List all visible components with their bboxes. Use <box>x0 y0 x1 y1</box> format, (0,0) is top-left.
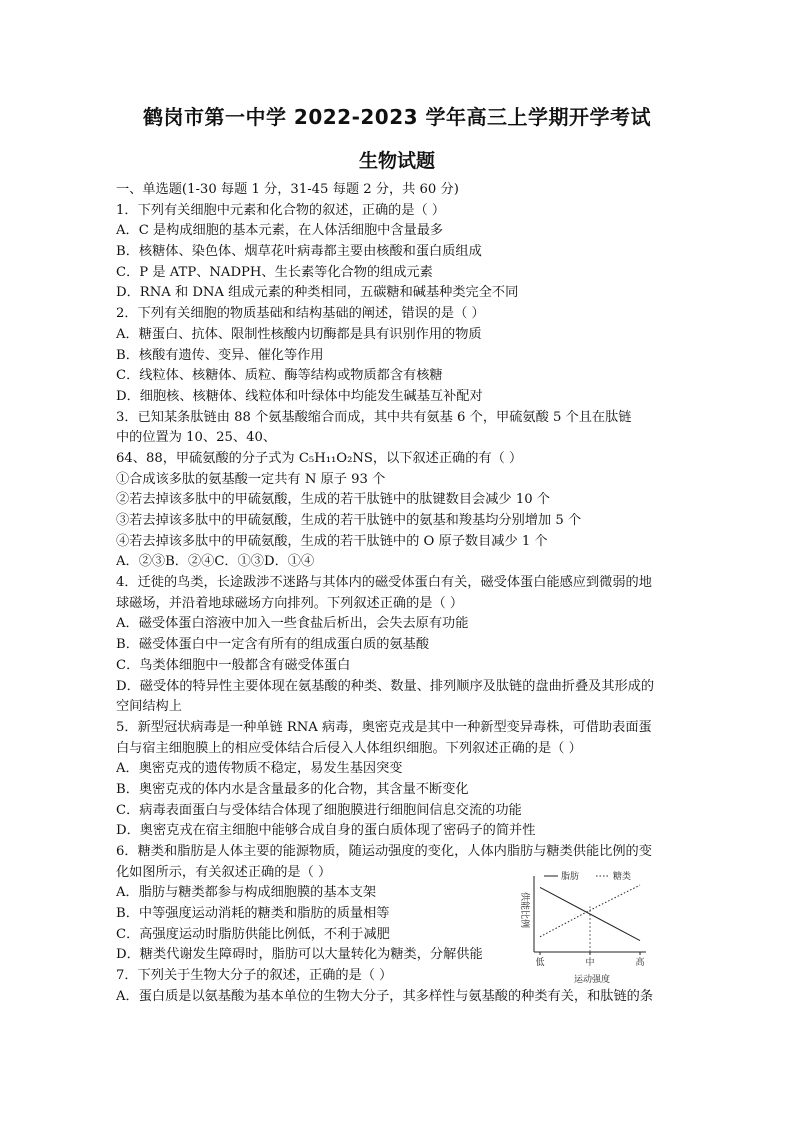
text-line: ②若去掉该多肽中的甲硫氨酸，生成的若干肽链中的肽键数目会减少 10 个 <box>116 492 550 508</box>
series-line-fat <box>540 887 640 940</box>
text-line: 球磁场，并沿着地球磁场方向排列。下列叙述正确的是（ ） <box>116 595 464 611</box>
text-line: D．奥密克戎在宿主细胞中能够合成自身的蛋白质体现了密码子的简并性 <box>116 823 536 839</box>
legend-label: 脂肪 <box>561 872 580 882</box>
text-line: 化如图所示，有关叙述正确的是（ ） <box>116 864 332 880</box>
text-line: A．②③B．②④C．①③D．①④ <box>116 554 315 570</box>
energy-ratio-chart <box>510 868 656 986</box>
text-line: B．奥密克戎的体内水是含量最多的化合物，其含量不断变化 <box>116 781 469 797</box>
exam-title: 鹤岗市第一中学 2022-2023 学年高三上学期开学考试 <box>142 105 652 129</box>
text-line: D．糖类代谢发生障碍时，脂肪可以大量转化为糖类，分解供能 <box>116 947 483 963</box>
exam-subtitle: 生物试题 <box>358 150 435 172</box>
text-line: 3．已知某条肽链由 88 个氨基酸缩合而成，其中共有氨基 6 个，甲硫氨酸 5 个且在肽链 <box>116 409 632 425</box>
text-line: 空间结构上 <box>116 699 182 715</box>
text-line: B．磁受体蛋白中一定含有所有的组成蛋白质的氨基酸 <box>116 637 430 653</box>
legend-label: 糖类 <box>613 872 632 882</box>
text-line: B．核糖体、染色体、烟草花叶病毒都主要由核酸和蛋白质组成 <box>116 244 482 260</box>
text-line: 白与宿主细胞膜上的相应受体结合后侵入人体组织细胞。下列叙述正确的是（ ） <box>116 740 582 756</box>
text-line: 1．下列有关细胞中元素和化合物的叙述，正确的是（ ） <box>116 202 446 218</box>
text-line: C．鸟类体细胞中一般都含有磁受体蛋白 <box>116 657 351 673</box>
text-line: A．脂肪与糖类都参与构成细胞膜的基本支架 <box>116 885 377 901</box>
text-line: A．糖蛋白、抗体、限制性核酸内切酶都是具有识别作用的物质 <box>116 326 482 342</box>
text-line: D．细胞核、核糖体、线粒体和叶绿体中均能发生碱基互补配对 <box>116 388 483 404</box>
text-line: B．中等强度运动消耗的糖类和脂肪的质量相等 <box>116 906 390 922</box>
text-line: A．磁受体蛋白溶液中加入一些食盐后析出，会失去原有功能 <box>116 616 469 632</box>
text-line: C．高强度运动时脂肪供能比例低，不利于减肥 <box>116 926 390 942</box>
text-line: C．P 是 ATP、NADPH、生长素等化合物的组成元素 <box>116 264 433 280</box>
text-line: ③若去掉该多肽中的甲硫氨酸，生成的若干肽链中的氨基和羧基均分别增加 5 个 <box>116 513 582 528</box>
text-line: A．奥密克戎的遗传物质不稳定，易发生基因突变 <box>116 761 403 777</box>
text-line: A．C 是构成细胞的基本元素，在人体活细胞中含量最多 <box>116 223 444 239</box>
text-line: D．RNA 和 DNA 组成元素的种类相同，五碳糖和碱基种类完全不同 <box>116 285 519 301</box>
text-line: C．病毒表面蛋白与受体结合体现了细胞膜进行细胞间信息交流的功能 <box>116 802 522 818</box>
x-axis-label: 运动强度 <box>573 975 611 985</box>
x-tick-label: 高 <box>635 958 645 968</box>
text-line: 64、88，甲硫氨酸的分子式为 C₅H₁₁O₂NS，以下叙述正确的有（ ） <box>116 450 523 466</box>
text-line: A．蛋白质是以氨基酸为基本单位的生物大分子，其多样性与氨基酸的种类有关，和肽链的条 <box>116 988 654 1004</box>
text-line: 7．下列关于生物大分子的叙述，正确的是（ ） <box>116 968 393 984</box>
y-axis-label: 供能比例 <box>519 891 529 929</box>
text-line: B．核酸有遗传、变异、催化等作用 <box>116 347 324 363</box>
text-line: 4．迁徙的鸟类，长途跋涉不迷路与其体内的磁受体蛋白有关，磁受体蛋白能感应到微弱的地 <box>116 575 652 591</box>
text-line: ④若去掉该多肽中的甲硫氨酸，生成的若干肽链中的 O 原子数目减少 1 个 <box>116 533 548 549</box>
text-line: 2．下列有关细胞的物质基础和结构基础的阐述，错误的是（ ） <box>116 306 485 322</box>
text-line: 一、单选题(1-30 每题 1 分，31-45 每题 2 分，共 60 分) <box>116 182 459 197</box>
text-line: ①合成该多肽的氨基酸一定共有 N 原子 93 个 <box>116 471 386 487</box>
text-line: 5．新型冠状病毒是一种单链 RNA 病毒，奥密克戎是其中一种新型变异毒株，可借助表面蛋 <box>116 719 652 735</box>
text-line: 中的位置为 10、25、40、 <box>116 430 277 446</box>
x-tick-label: 低 <box>535 958 545 968</box>
x-tick-label: 中 <box>585 958 595 968</box>
text-line: C．线粒体、核糖体、质粒、酶等结构或物质都含有核糖 <box>116 368 443 384</box>
text-line: D．磁受体的特异性主要体现在氨基酸的种类、数量、排列顺序及肽链的盘曲折叠及其形成的 <box>116 678 655 694</box>
text-line: 6．糖类和脂肪是人体主要的能源物质，随运动强度的变化，人体内脂肪与糖类供能比例的变 <box>116 844 652 859</box>
